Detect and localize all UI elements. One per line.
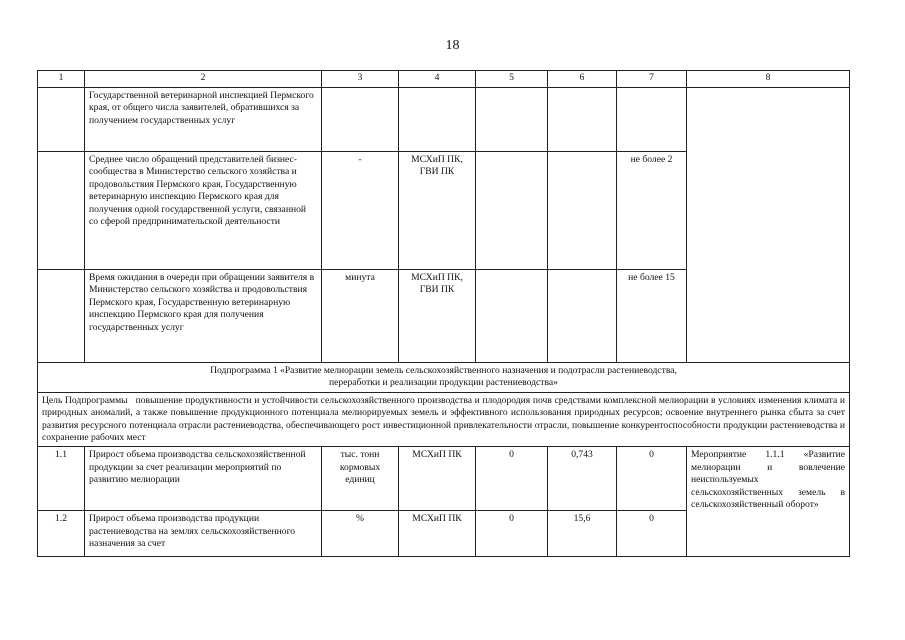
subprogram-row <box>38 363 850 393</box>
unit-cell: тыс. тонн кормовых единиц <box>322 447 399 511</box>
header-cell: 8 <box>687 71 850 88</box>
responsible-cell: МСХиП ПК <box>399 511 476 557</box>
empty-event-cell <box>687 88 850 363</box>
value-cell <box>548 88 617 152</box>
header-cell: 3 <box>322 71 399 88</box>
goal-text: повышение продуктивности и устойчивости сельскохозяйственного производства и плодородия почв средствами комплексной мелиорации в условиях изменения климата и природных аномалий, а также повышение продукционного потенциала мелиорируемых земель и эффективного использования природных ресурсов; освоение внутреннего рынка сбыта за счет развития ресурсного потенциала отрасли растениеводства, обеспечивающего рост инвестиционной привлекательности отрасли, повышение конкурентоспособности продукции растениеводства и сохранение рабочих мест <box>42 394 845 444</box>
page-number: 18 <box>445 38 460 53</box>
header-cell: 1 <box>38 71 85 88</box>
indicator-name: Государственной ветеринарной инспекцией Пермского края, от общего числа заявителей, обратившихся за получением государственных услуг <box>85 88 322 152</box>
header-cell: 5 <box>476 71 548 88</box>
table-row <box>38 447 850 511</box>
value-cell <box>476 152 548 270</box>
value-cell: 15,6 <box>548 511 617 557</box>
value-cell <box>617 88 687 152</box>
row-number <box>38 88 85 152</box>
indicator-name: Прирост объема производства продукции растениеводства на землях сельскохозяйственного назначения за счет <box>85 511 322 557</box>
value-cell: 0,743 <box>548 447 617 511</box>
value-cell: не более 2 <box>617 152 687 270</box>
header-cell: 4 <box>399 71 476 88</box>
unit-cell: - <box>322 152 399 270</box>
indicator-name: Среднее число обращений представителей бизнес-сообщества в Министерство сельского хозяйства и продовольствия Пермского края, Государственную ветеринарную инспекцию Пермского края для получения одной государственной услуги, связанной со сферой предпринимательской деятельности <box>85 152 322 270</box>
value-cell <box>548 270 617 363</box>
row-number: 1.2 <box>38 511 85 557</box>
indicators-table <box>37 70 850 557</box>
indicator-name: Прирост объема производства сельскохозяйственной продукции за счет реализации мероприятий по развитию мелиорации <box>85 447 322 511</box>
subprogram-title <box>38 363 850 393</box>
row-number <box>38 152 85 270</box>
responsible-cell: МСХиП ПК, ГВИ ПК <box>399 152 476 270</box>
value-cell: не более 15 <box>617 270 687 363</box>
row-number <box>38 270 85 363</box>
header-cell: 2 <box>85 71 322 88</box>
subprogram-title-line: Подпрограмма 1 «Развитие мелиорации земель сельскохозяйственного назначения и подотрасли растениеводства, <box>210 365 677 376</box>
unit-cell <box>322 88 399 152</box>
event-cell: Мероприятие 1.1.1 «Развитие мелиорации и вовлечение неиспользуемых сельскохозяйственных земель в сельскохозяйственный оборот» <box>687 447 850 557</box>
unit-cell: % <box>322 511 399 557</box>
responsible-cell: МСХиП ПК <box>399 447 476 511</box>
value-cell: 0 <box>476 511 548 557</box>
value-cell: 0 <box>476 447 548 511</box>
responsible-cell <box>399 88 476 152</box>
indicator-name: Время ожидания в очереди при обращении заявителя в Министерство сельского хозяйства и продовольствия Пермского края, Государственную ветеринарную инспекцию Пермского края для получения государственных услуг <box>85 270 322 363</box>
goal-label: Цель Подпрограммы <box>42 394 128 406</box>
goal-row <box>38 392 850 447</box>
value-cell: 0 <box>617 447 687 511</box>
value-cell <box>476 88 548 152</box>
header-cell: 7 <box>617 71 687 88</box>
value-cell <box>548 152 617 270</box>
header-cell: 6 <box>548 71 617 88</box>
value-cell: 0 <box>617 511 687 557</box>
header-row <box>38 71 850 88</box>
row-number: 1.1 <box>38 447 85 511</box>
responsible-cell: МСХиП ПК, ГВИ ПК <box>399 270 476 363</box>
value-cell <box>476 270 548 363</box>
unit-cell: минута <box>322 270 399 363</box>
subprogram-goal <box>38 392 850 447</box>
subprogram-title-line: переработки и реализации продукции растениеводства» <box>329 377 558 389</box>
table-row <box>38 88 850 152</box>
